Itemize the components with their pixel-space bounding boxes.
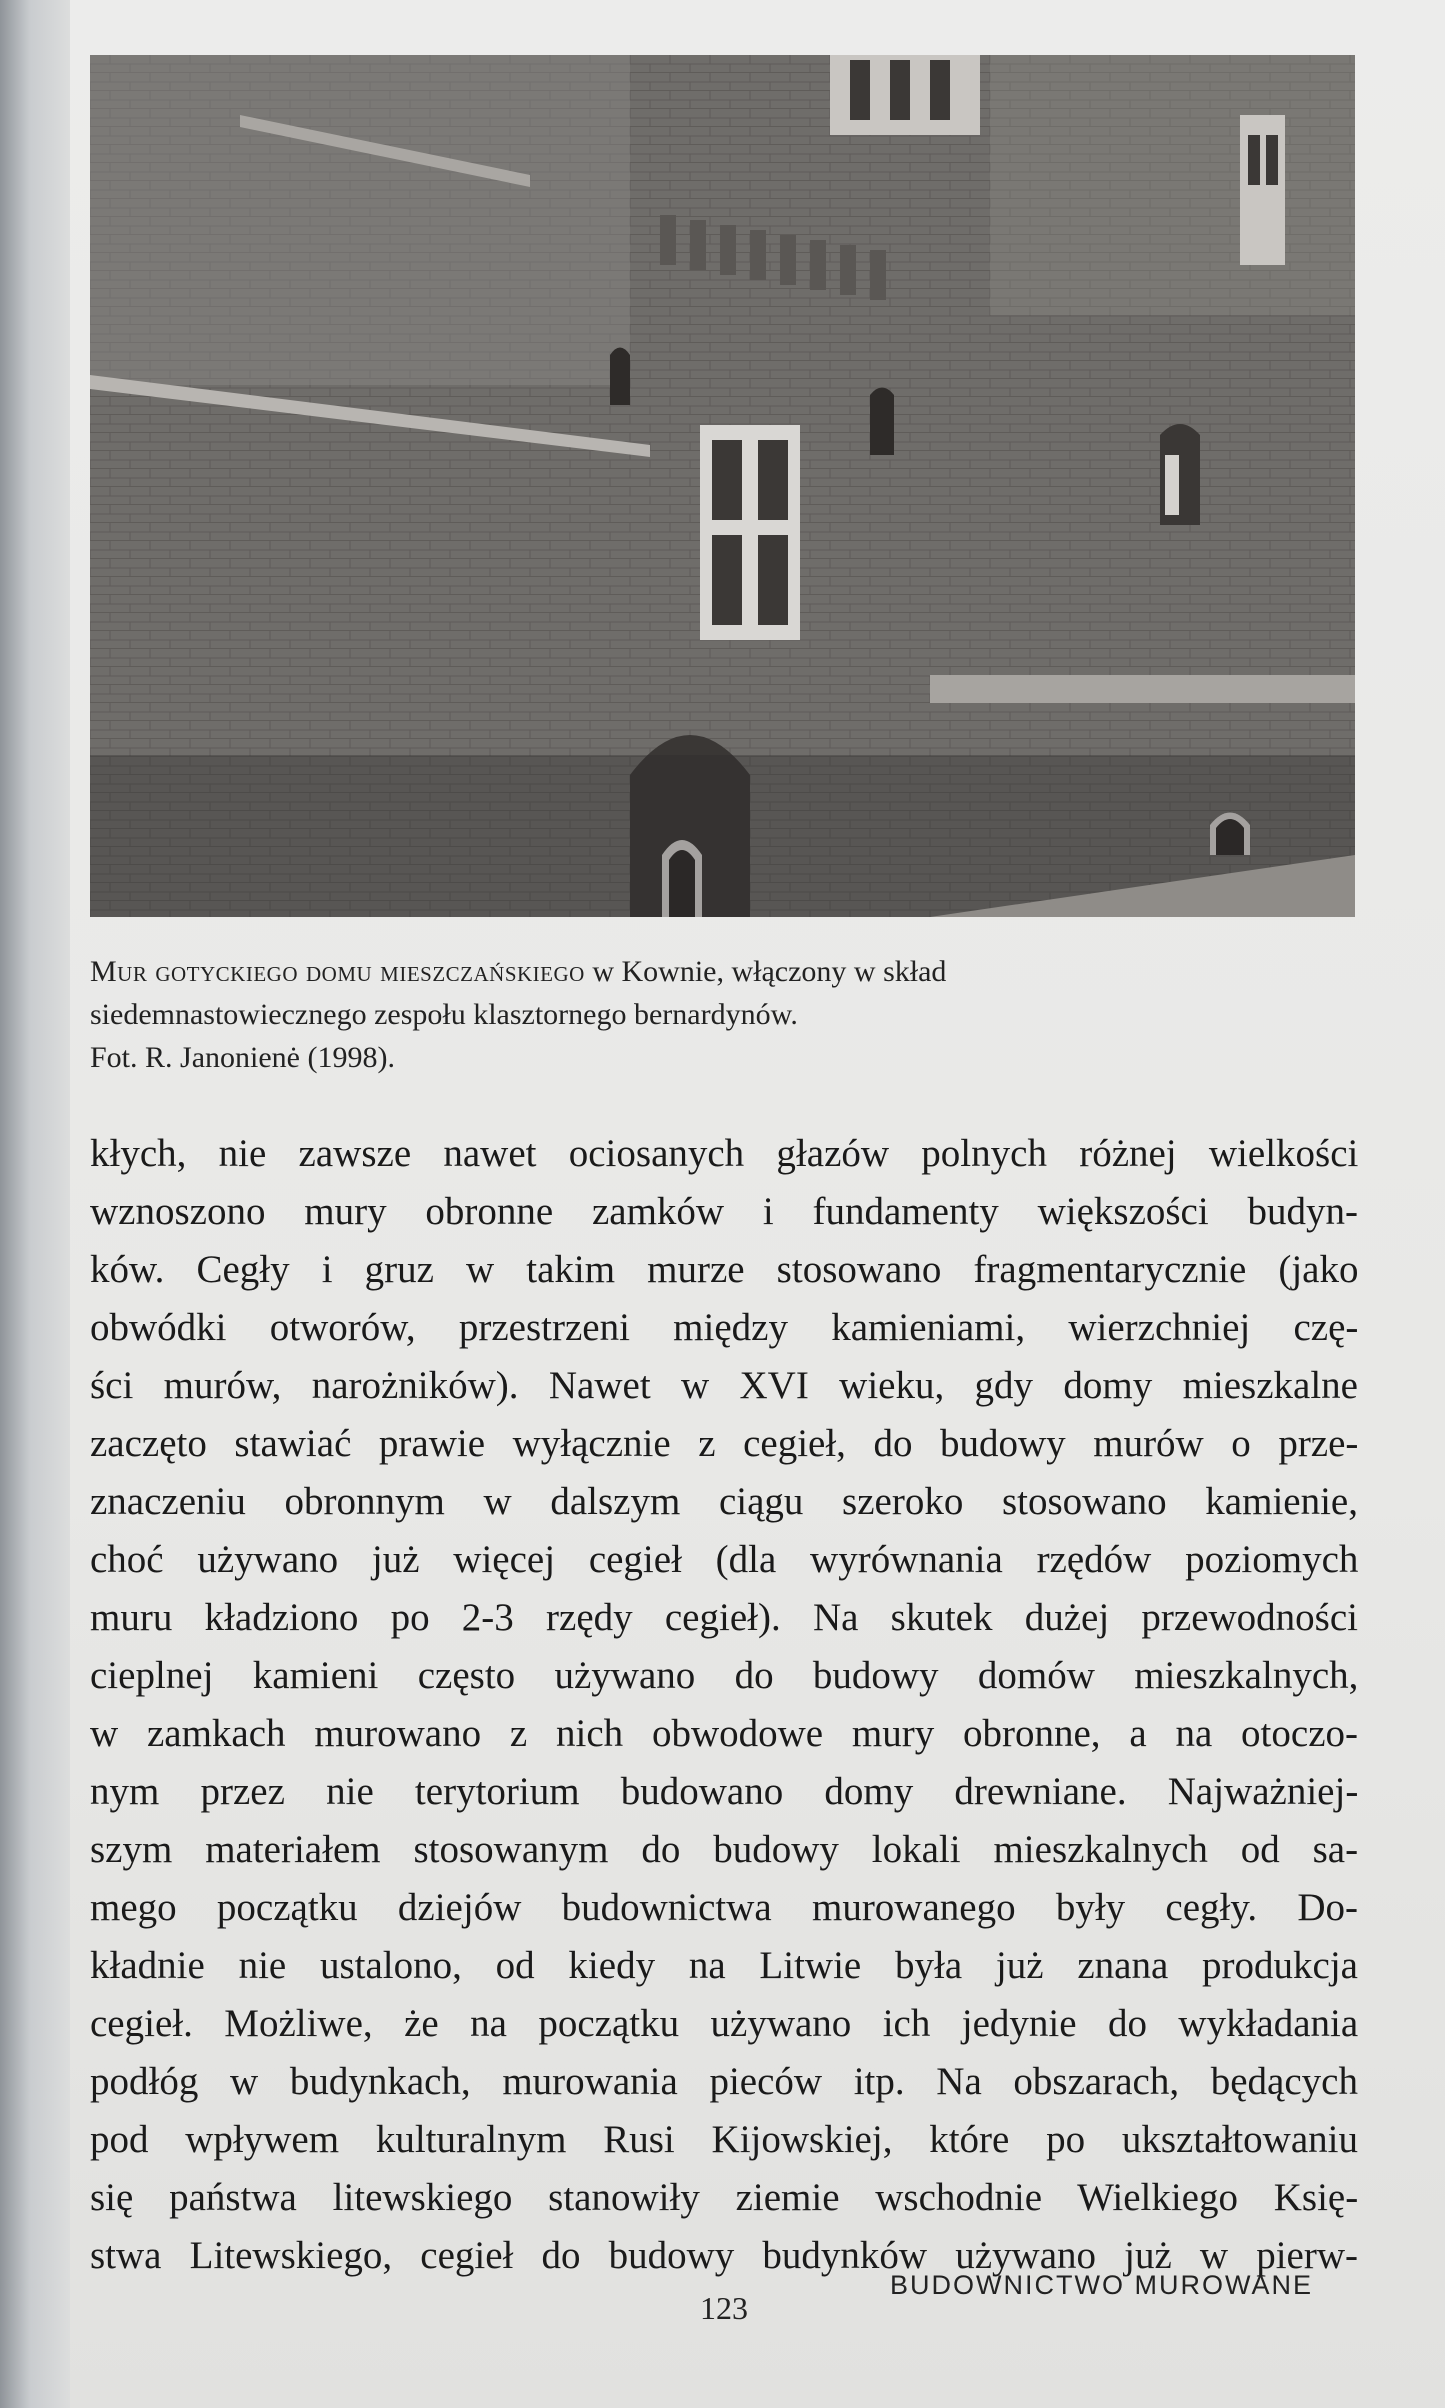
body-line: kładnie nie ustalono, od kiedy na Litwie była już znana produkcja	[90, 1944, 1358, 1987]
body-line: ków. Cegły i gruz w takim murze stosowano fragmentarycznie (jako	[90, 1248, 1359, 1291]
photo-caption	[90, 950, 1340, 1079]
body-line: choć używano już więcej cegieł (dla wyrównania rzędów poziomych	[90, 1538, 1359, 1581]
caption-line-1	[90, 950, 1340, 993]
photo-gothic-wall	[90, 55, 1355, 917]
body-line: ści murów, narożników). Nawet w XVI wieku, gdy domy mieszkalne	[90, 1364, 1358, 1407]
body-line: obwódki otworów, przestrzeni między kamieniami, wierzchniej czę-	[90, 1306, 1359, 1349]
book-page	[70, 0, 1445, 2408]
body-line: cegieł. Możliwe, że na początku używano ich jedynie do wykładania	[90, 2002, 1359, 2045]
caption-title-rest: w Kownie, włączony w skład	[584, 955, 947, 988]
caption-title-smallcaps: Mur gotyckiego domu mieszczańskiego	[90, 955, 585, 988]
body-line: wznoszono mury obronne zamków i fundamenty większości budyn-	[90, 1190, 1358, 1233]
caption-line-2: siedemnastowiecznego zespołu klasztornego bernardynów.	[90, 998, 798, 1031]
caption-photo-credit: Fot. R. Janonienė (1998).	[90, 1041, 395, 1074]
running-title: BUDOWNICTWO MUROWANE	[890, 2270, 1313, 2300]
body-line: zaczęto stawiać prawie wyłącznie z cegieł, do budowy murów o prze-	[90, 1422, 1359, 1465]
body-line: muru kładziono po 2-3 rzędy cegieł). Na skutek dużej przewodności	[90, 1596, 1358, 1639]
page-number: 123	[700, 2290, 748, 2326]
body-line: stwa Litewskiego, cegieł do budowy budynków używano już w pierw-	[90, 2234, 1358, 2277]
body-line: pod wpływem kulturalnym Rusi Kijowskiej, które po ukształtowaniu	[90, 2118, 1358, 2161]
body-line: podłóg w budynkach, murowania pieców itp. Na obszarach, będących	[90, 2060, 1358, 2103]
body-line: znaczeniu obronnym w dalszym ciągu szeroko stosowano kamienie,	[90, 1480, 1358, 1523]
body-line: kłych, nie zawsze nawet ociosanych głazów polnych różnej wielkości	[90, 1132, 1359, 1175]
body-line: w zamkach murowano z nich obwodowe mury obronne, a na otoczo-	[90, 1712, 1358, 1755]
body-line: szym materiałem stosowanym do budowy lokali mieszkalnych od sa-	[90, 1828, 1359, 1871]
body-line: cieplnej kamieni często używano do budowy domów mieszkalnych,	[90, 1654, 1359, 1697]
body-line: nym przez nie terytorium budowano domy drewniane. Najważniej-	[90, 1770, 1359, 1813]
body-paragraph	[90, 1125, 1358, 2285]
wall-photo-image	[90, 55, 1355, 917]
body-line: mego początku dziejów budownictwa murowanego były cegły. Do-	[90, 1886, 1358, 1929]
body-line: się państwa litewskiego stanowiły ziemie wschodnie Wielkiego Księ-	[90, 2176, 1359, 2219]
